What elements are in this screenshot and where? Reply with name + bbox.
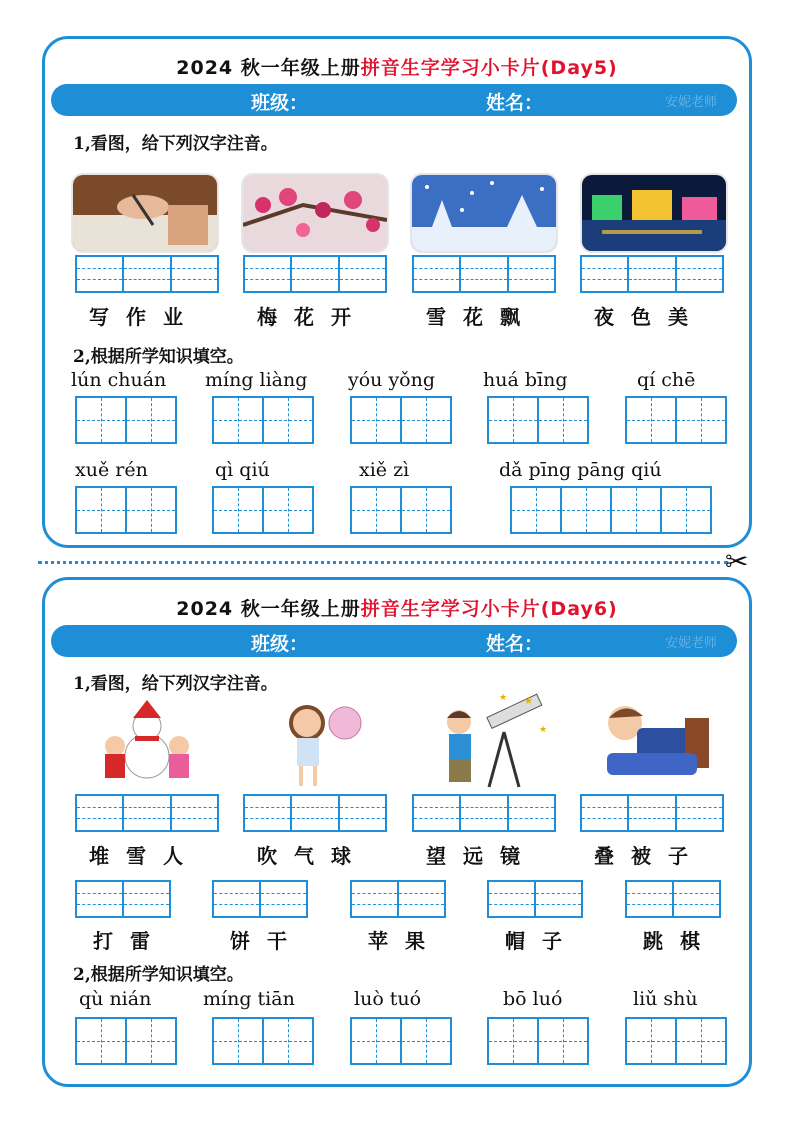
pinyin-grid[interactable] (243, 794, 387, 832)
tianzige-grid[interactable] (350, 1017, 452, 1065)
pinyin-grid[interactable] (75, 255, 219, 293)
class-name-bar (51, 625, 737, 657)
class-label: 班级： (251, 633, 309, 655)
watermark: 安妮老师 (664, 95, 717, 110)
hanzi-word: 饼干 (230, 929, 304, 953)
tianzige-grid[interactable] (487, 396, 589, 444)
tianzige-grid[interactable] (487, 1017, 589, 1065)
illustration-telescope-boy (429, 692, 549, 794)
pinyin-text: huá bīng (483, 369, 568, 391)
hanzi-word: 打雷 (93, 929, 167, 953)
tianzige-grid[interactable] (75, 1017, 177, 1065)
name-label: 姓名： (486, 633, 544, 655)
pinyin-text: xuě rén (75, 459, 148, 481)
tianzige-grid[interactable] (510, 486, 712, 534)
hanzi-word: 堆雪人 (89, 844, 200, 868)
tianzige-grid[interactable] (350, 486, 452, 534)
tianzige-grid[interactable] (212, 396, 314, 444)
pinyin-grid[interactable] (350, 880, 446, 918)
pinyin-grid[interactable] (580, 255, 724, 293)
tianzige-grid[interactable] (212, 486, 314, 534)
section-2-heading: 2,根据所学知识填空。 (73, 965, 244, 985)
pinyin-text: xiě zì (359, 459, 410, 481)
watermark: 安妮老师 (664, 636, 717, 651)
section-2-heading: 2,根据所学知识填空。 (73, 347, 244, 367)
hanzi-word: 写作业 (89, 305, 200, 329)
pinyin-grid[interactable] (75, 880, 171, 918)
pinyin-text: míng tiān (203, 988, 295, 1010)
tianzige-grid[interactable] (350, 396, 452, 444)
pinyin-grid[interactable] (412, 794, 556, 832)
hanzi-word: 叠被子 (594, 844, 705, 868)
image-plum-blossom (243, 175, 387, 251)
class-name-bar (51, 84, 737, 116)
tianzige-grid[interactable] (625, 396, 727, 444)
worksheet-card-day5 (42, 36, 752, 548)
image-night-scene (582, 175, 726, 251)
tianzige-grid[interactable] (625, 1017, 727, 1065)
pinyin-grid[interactable] (487, 880, 583, 918)
pinyin-text: liǔ shù (633, 988, 698, 1010)
svg-text:★: ★ (499, 693, 508, 703)
hanzi-word: 帽子 (505, 929, 579, 953)
scissors-icon: ✂ (725, 545, 749, 578)
hanzi-word: 望远镜 (426, 844, 537, 868)
pinyin-grid[interactable] (412, 255, 556, 293)
tianzige-grid[interactable] (75, 396, 177, 444)
pinyin-text: yóu yǒng (348, 369, 436, 391)
card-title: 2024 秋一年级上册拼音生字学习小卡片(Day6) (176, 598, 618, 620)
hanzi-word: 跳棋 (643, 929, 717, 953)
hanzi-word: 雪花飘 (426, 305, 537, 329)
pinyin-text: lún chuán (71, 369, 167, 391)
svg-text:★: ★ (539, 725, 548, 735)
card-title: 2024 秋一年级上册拼音生字学习小卡片(Day5) (176, 57, 618, 79)
pinyin-grid[interactable] (212, 880, 308, 918)
tianzige-grid[interactable] (75, 486, 177, 534)
pinyin-grid[interactable] (243, 255, 387, 293)
pinyin-text: bō luó (503, 988, 563, 1010)
pinyin-text: qí chē (637, 369, 696, 391)
pinyin-grid[interactable] (75, 794, 219, 832)
pinyin-grid[interactable] (625, 880, 721, 918)
hanzi-word: 苹果 (368, 929, 442, 953)
section-1-heading: 1,看图，给下列汉字注音。 (73, 134, 278, 154)
pinyin-grid[interactable] (580, 794, 724, 832)
image-snowfall (412, 175, 556, 251)
illustration-snowman (97, 698, 197, 788)
pinyin-text: dǎ pīng pāng qiú (499, 459, 662, 481)
illustration-boy-in-bed (597, 698, 717, 788)
illustration-balloon-girl (277, 698, 367, 792)
tianzige-grid[interactable] (212, 1017, 314, 1065)
hanzi-word: 吹气球 (257, 844, 368, 868)
pinyin-text: qù nián (79, 988, 152, 1010)
pinyin-text: qì qiú (215, 459, 270, 481)
pinyin-text: luò tuó (354, 988, 422, 1010)
image-writing-homework (73, 175, 217, 251)
section-1-heading: 1,看图，给下列汉字注音。 (73, 674, 278, 694)
class-label: 班级： (251, 92, 309, 114)
worksheet-card-day6 (42, 577, 752, 1087)
svg-text:★: ★ (524, 696, 533, 707)
hanzi-word: 梅花开 (257, 305, 368, 329)
hanzi-word: 夜色美 (594, 305, 705, 329)
cut-line (38, 561, 728, 564)
name-label: 姓名： (486, 92, 544, 114)
pinyin-text: míng liàng (205, 369, 308, 391)
